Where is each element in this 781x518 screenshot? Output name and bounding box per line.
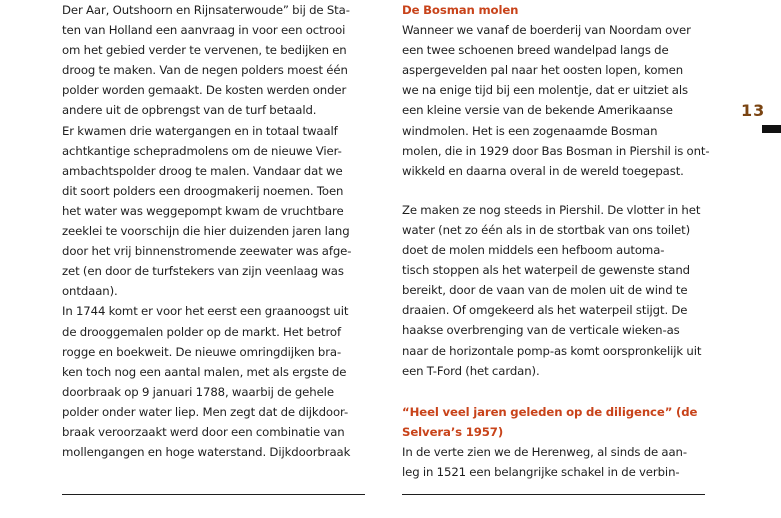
right-column — [402, 0, 710, 482]
text-line: In de verte zien we de Herenweg, al sinds de aan- — [402, 444, 687, 459]
section-heading-bosman-molen: De Bosman molen — [402, 3, 519, 17]
text-line: braak veroorzaakt werd door een combinatie van — [62, 424, 345, 439]
text-line: water (net zo één als in de stortbak van ons toilet) — [402, 222, 691, 237]
page-number: 13 — [741, 101, 766, 120]
text-line: ambachtspolder droog te malen. Vandaar dat we — [62, 163, 343, 178]
text-line: tisch stoppen als het waterpeil de gewenste stand — [402, 263, 690, 278]
text-line: zet (en door de turfstekers van zijn veenlaag was — [62, 264, 344, 279]
text-line: rogge en boekweit. De nieuwe omringdijken bra- — [62, 344, 342, 359]
text-line: aspergevelden pal naar het oosten lopen, komen — [402, 63, 684, 78]
text-line: we na enige tijd bij een molentje, dat er uitziet als — [402, 83, 688, 98]
left-column — [62, 0, 367, 462]
text-line: dit soort polders een droogmakerij noemen. Toen — [62, 183, 344, 198]
text-line: bereikt, door de vaan van de molen uit de wind te — [402, 283, 688, 298]
text-line: wikkeld en daarna overal in de wereld toegepast. — [402, 163, 684, 178]
text-line: een T-Ford (het cardan). — [402, 363, 540, 378]
text-line: Er kwamen drie watergangen en in totaal twaalf — [62, 123, 338, 138]
section-heading-diligence: “Heel veel jaren geleden op de diligence” (de — [402, 404, 698, 419]
text-line: ontdaan). — [62, 284, 118, 299]
paragraph-herenweg — [402, 442, 706, 482]
paragraph-spacer — [402, 181, 706, 200]
text-line: naar de horizontale pomp-as komt oorspronkelijk uit — [402, 343, 702, 358]
text-line: doorbraak op 9 januari 1788, waarbij de gehele — [62, 384, 334, 399]
footer-rule-left — [62, 494, 365, 495]
text-line: andere uit de opbrengst van de turf betaald. — [62, 103, 317, 118]
text-line: door het vrij binnenstromende zeewater was afge- — [62, 244, 352, 259]
text-line: windmolen. Het is een zogenaamde Bosman — [402, 123, 658, 138]
text-line: leg in 1521 een belangrijke schakel in de verbin- — [402, 464, 680, 479]
text-line: Wanneer we vanaf de boerderij van Noordam over — [402, 23, 691, 38]
text-line: Der Aar, Outshoorn en Rijnsaterwoude” bij de Sta- — [62, 3, 350, 17]
text-line: droog te maken. Van de negen polders moest één — [62, 63, 348, 78]
text-line: haakse overbrenging van de verticale wieken-as — [402, 323, 680, 338]
text-line: In 1744 komt er voor het eerst een graanoogst uit — [62, 304, 349, 319]
text-line: het water was weggepompt kwam de vruchtbare — [62, 203, 344, 218]
text-line: molen, die in 1929 door Bas Bosman in Piershil is ont- — [402, 143, 710, 158]
text-line: draaien. Of omgekeerd als het waterpeil stijgt. De — [402, 303, 688, 318]
text-line: doet de molen middels een hefboom automa- — [402, 243, 665, 258]
footer-rule-right — [402, 494, 705, 495]
text-line: ten van Holland een aanvraag in voor een octrooi — [62, 23, 346, 38]
text-line: ken toch nog een aantal malen, met als ergste de — [62, 364, 347, 379]
page-number-bar — [762, 125, 781, 133]
paragraph-bosman-molen — [402, 20, 710, 181]
text-line: een twee schoenen breed wandelpad langs de — [402, 43, 669, 58]
paragraph-spacer — [402, 381, 706, 402]
text-line: om het gebied verder te vervenen, te bedijken en — [62, 43, 347, 58]
text-line: polder onder water liep. Men zegt dat de dijkdoor- — [62, 404, 349, 419]
text-line: achtkantige schepradmolens om de nieuwe Vier- — [62, 143, 342, 158]
text-line: mollengangen en hoge waterstand. Dijkdoorbraak — [62, 445, 351, 460]
paragraph-piershil — [402, 200, 706, 381]
text-line: de drooggemalen polder op de markt. Het betrof — [62, 324, 341, 339]
text-line: polder worden gemaakt. De kosten werden onder — [62, 83, 347, 98]
text-line: zeeklei te voorschijn die hier duizenden jaren lang — [62, 224, 350, 239]
text-line: een kleine versie van de bekende Amerikaanse — [402, 103, 673, 118]
section-heading-diligence-cont: Selvera’s 1957) — [402, 424, 504, 439]
text-line: Ze maken ze nog steeds in Piershil. De vlotter in het — [402, 202, 701, 217]
